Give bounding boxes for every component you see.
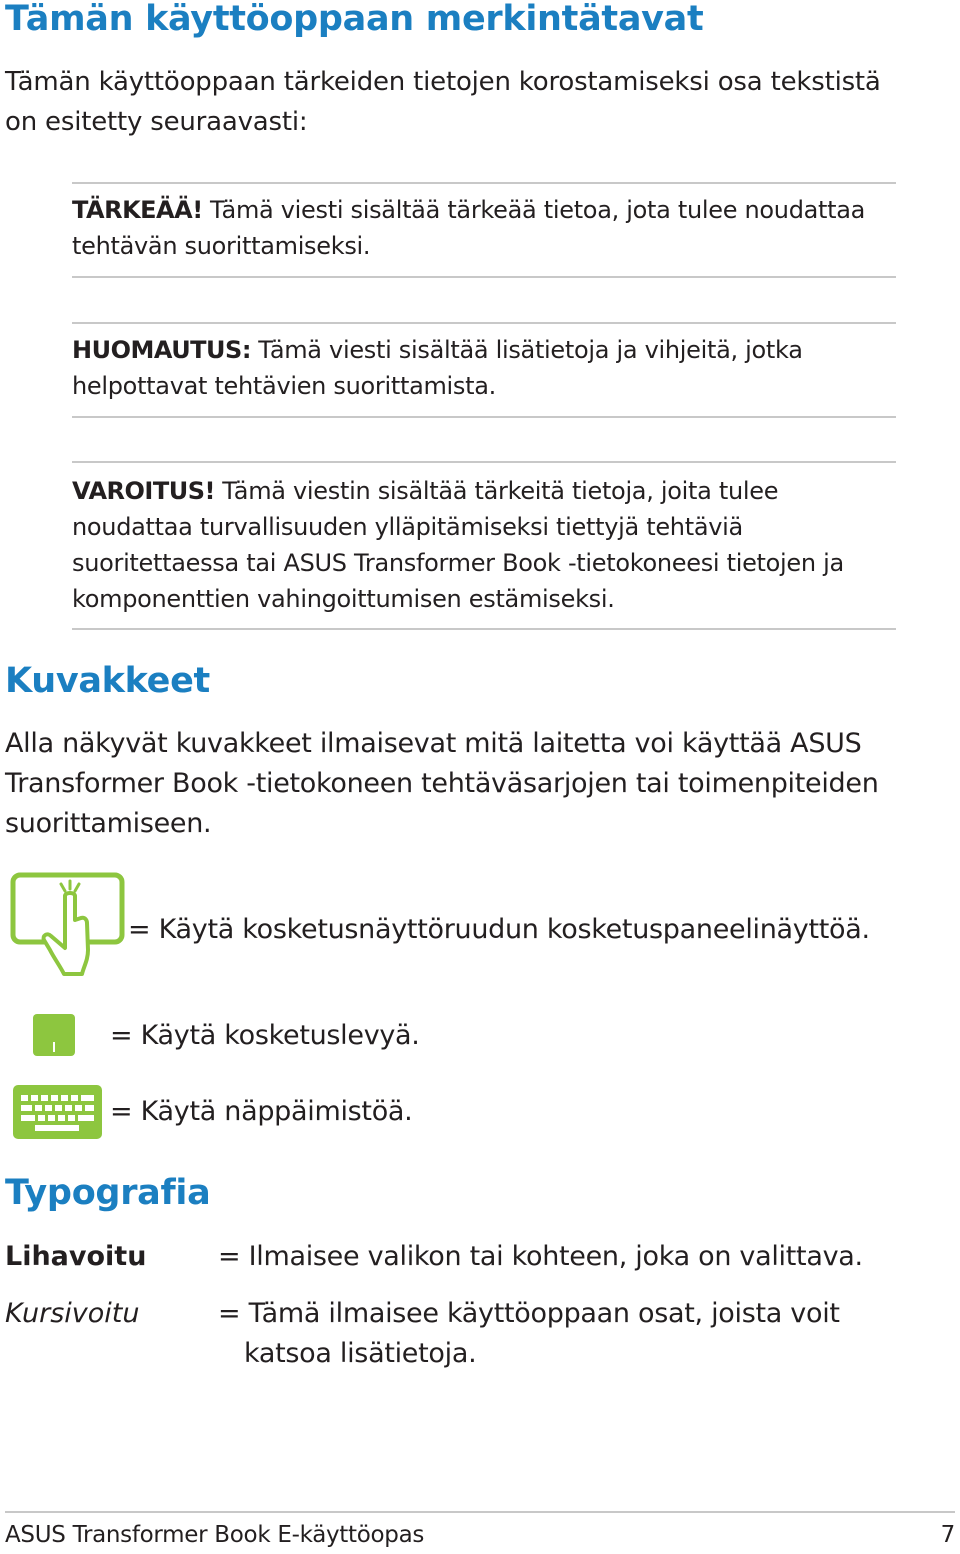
typography-italic-definition: = Tämä ilmaisee käyttöoppaan osat, joista voit katsoa lisätietoja. — [218, 1298, 840, 1369]
note-notice-text: HUOMAUTUS: Tämä viesti sisältää lisätietoja ja vihjeitä, jotka helpottavat tehtävien suorittamista. — [72, 336, 803, 400]
important-notice — [72, 182, 896, 278]
icons-intro: Alla näkyvät kuvakkeet ilmaisevat mitä laitetta voi käyttää ASUS Transformer Book -tietokoneen tehtäväsarjojen tai toimenpiteiden suorittamiseen. — [5, 728, 879, 839]
typography-bold-definition: = Ilmaisee valikon tai kohteen, joka on valittava. — [218, 1241, 863, 1272]
footer-title: ASUS Transformer Book E-käyttöopas — [5, 1522, 425, 1548]
page-number: 7 — [940, 1522, 955, 1548]
keyboard-icon — [13, 1085, 102, 1139]
typography-bold-term: Lihavoitu — [5, 1241, 147, 1272]
keyboard-label: = Käytä näppäimistöä. — [110, 1096, 413, 1127]
touchpad-icon — [33, 1014, 75, 1056]
touchscreen-label: = Käytä kosketusnäyttöruudun kosketuspaneelinäyttöä. — [128, 914, 870, 945]
icons-heading: Kuvakkeet — [5, 661, 210, 701]
note-notice — [72, 322, 896, 418]
intro-paragraph: Tämän käyttöoppaan tärkeiden tietojen korostamiseksi osa tekstistä on esitetty seuraavasti: — [5, 67, 881, 137]
note-label: HUOMAUTUS: — [72, 336, 251, 364]
touchpad-label: = Käytä kosketuslevyä. — [110, 1020, 420, 1051]
footer-divider — [5, 1511, 955, 1513]
important-label: TÄRKEÄÄ! — [72, 196, 203, 224]
typography-italic-term: Kursivoitu — [5, 1298, 140, 1329]
warning-label: VAROITUS! — [72, 477, 215, 505]
important-notice-text: TÄRKEÄÄ! Tämä viesti sisältää tärkeää tietoa, jota tulee noudattaa tehtävän suorittamiseksi. — [72, 196, 866, 260]
page-title: Tämän käyttöoppaan merkintätavat — [5, 0, 704, 39]
touchscreen-tap-icon — [10, 870, 126, 978]
warning-notice-text: VAROITUS! Tämä viestin sisältää tärkeitä tietoja, joita tulee noudattaa turvallisuuden ylläpitämiseksi tiettyjä tehtäviä suoritettaessa tai ASUS Transformer Book -tietokoneesi tietojen ja komponenttien vahingoittumisen estämiseksi. — [72, 477, 844, 613]
typography-heading: Typografia — [5, 1173, 211, 1213]
warning-notice — [72, 461, 896, 630]
